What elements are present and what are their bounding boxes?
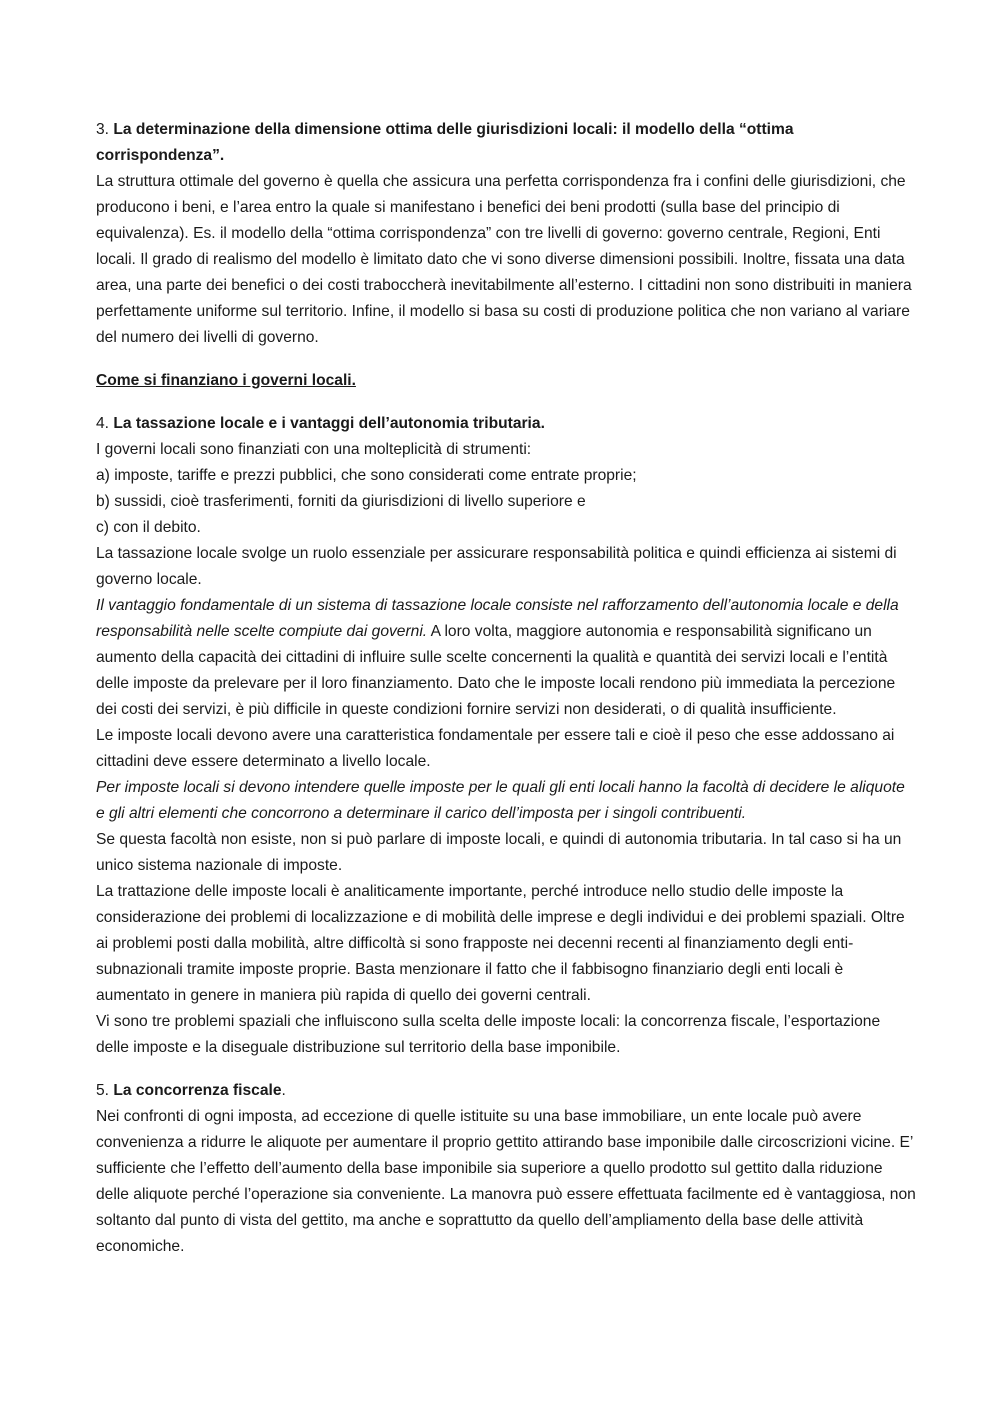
paragraph: La struttura ottimale del governo è quella che assicura una perfetta corrispondenza fra i confini delle giurisdizioni, che producono i beni, e l’area entro la quale si manifestano i benefici dei beni prodotti (sulla base del principio di equivalenza). Es. il modello della “ottima corrispondenza” con tre livelli di governo: governo centrale, Regioni, Enti locali. Il grado di realismo del modello è limitato dato che vi sono diverse dimensioni possibili. Inoltre, fissata una data area, una parte dei benefici o dei costi traboccherà inevitabilmente all’esterno. I cittadini non sono distribuiti in maniera perfettamente uniforme sul territorio. Infine, il modello si basa su costi di produzione politica che non variano al variare del numero dei livelli di governo. — [96, 173, 912, 346]
paragraph: Se questa facoltà non esiste, non si può parlare di imposte locali, e quindi di autonomia tributaria. In tal caso si ha un unico sistema nazionale di imposte. — [96, 831, 902, 874]
section-number: 5. — [96, 1082, 110, 1099]
section-3-heading — [96, 117, 916, 169]
paragraph: La tassazione locale svolge un ruolo essenziale per assicurare responsabilità politica e quindi efficienza ai sistemi di governo locale. — [96, 545, 897, 588]
list-item: a) imposte, tariffe e prezzi pubblici, che sono considerati come entrate proprie; — [96, 467, 637, 484]
section-number: 3. — [96, 121, 110, 138]
definition-paragraph: Per imposte locali si devono intendere quelle imposte per le quali gli enti locali hanno la facoltà di decidere le aliquote e gli altri elementi che concorrono a determinare il carico dell’imposta per i singoli contribuenti. — [96, 779, 905, 822]
section-title: La concorrenza fiscale — [113, 1082, 282, 1099]
title-period: . — [281, 1082, 286, 1099]
section-number: 4. — [96, 415, 110, 432]
list-item: c) con il debito. — [96, 519, 201, 536]
paragraph: La trattazione delle imposte locali è analiticamente importante, perché introduce nello studio delle imposte la considerazione dei problemi di localizzazione e di mobilità delle imprese e degli individui e dei problemi spaziali. Oltre ai problemi posti dalla mobilità, altre difficoltà si sono frapposte nei decenni recenti al finanziamento degli enti-subnazionali tramite imposte proprie. Basta menzionare il fatto che il fabbisogno finanziario degli enti locali è aumentato in genere in maniera più rapida di quello dei governi centrali. — [96, 883, 905, 1004]
subheading: Come si finanziano i governi locali. — [96, 372, 356, 389]
section-title: La determinazione della dimensione ottima delle giurisdizioni locali: il modello della “ottima corrispondenza”. — [96, 121, 794, 164]
paragraph — [96, 593, 916, 723]
list-item: b) sussidi, cioè trasferimenti, forniti da giurisdizioni di livello superiore e — [96, 493, 586, 510]
emphasis-text: Il vantaggio fondamentale di un sistema di tassazione locale consiste nel rafforzamento dell’autonomia locale e della responsabilità nelle scelte compiute dai governi. — [96, 597, 899, 640]
paragraph: Nei confronti di ogni imposta, ad eccezione di quelle istituite su una base immobiliare, un ente locale può avere convenienza a ridurre le aliquote per aumentare il proprio gettito attirando base imponibile dalle circoscrizioni vicine. E’ sufficiente che l’effetto dell’aumento della base imponibile sia superiore a quello prodotto sul gettito dalla riduzione delle aliquote perché l’operazione sia conveniente. La manovra può essere effettuata facilmente ed è vantaggiosa, non soltanto dal punto di vista del gettito, ma anche e soprattutto da quello dell’ampliamento della base delle attività economiche. — [96, 1108, 916, 1255]
paragraph: Vi sono tre problemi spaziali che influiscono sulla scelta delle imposte locali: la concorrenza fiscale, l’esportazione delle imposte e la diseguale distribuzione sul territorio della base imponibile. — [96, 1013, 881, 1056]
section-5-heading — [96, 1078, 916, 1104]
paragraph-text: A loro volta, maggiore autonomia e responsabilità significano un aumento della capacità dei cittadini di influire sulle scelte concernenti la qualità e quantità dei servizi locali e l’entità delle imposte da prelevare per il loro finanziamento. Dato che le imposte locali rendono più immediata la percezione dei costi dei servizi, è più difficile in queste condizioni fornire servizi non desiderati, o di qualità insufficiente. — [96, 623, 896, 718]
section-title: La tassazione locale e i vantaggi dell’autonomia tributaria. — [113, 415, 545, 432]
paragraph: I governi locali sono finanziati con una molteplicità di strumenti: — [96, 441, 532, 458]
paragraph: Le imposte locali devono avere una caratteristica fondamentale per essere tali e cioè il peso che esse addossano ai cittadini deve essere determinato a livello locale. — [96, 727, 895, 770]
document-page — [96, 117, 916, 1260]
section-4-heading — [96, 411, 916, 437]
